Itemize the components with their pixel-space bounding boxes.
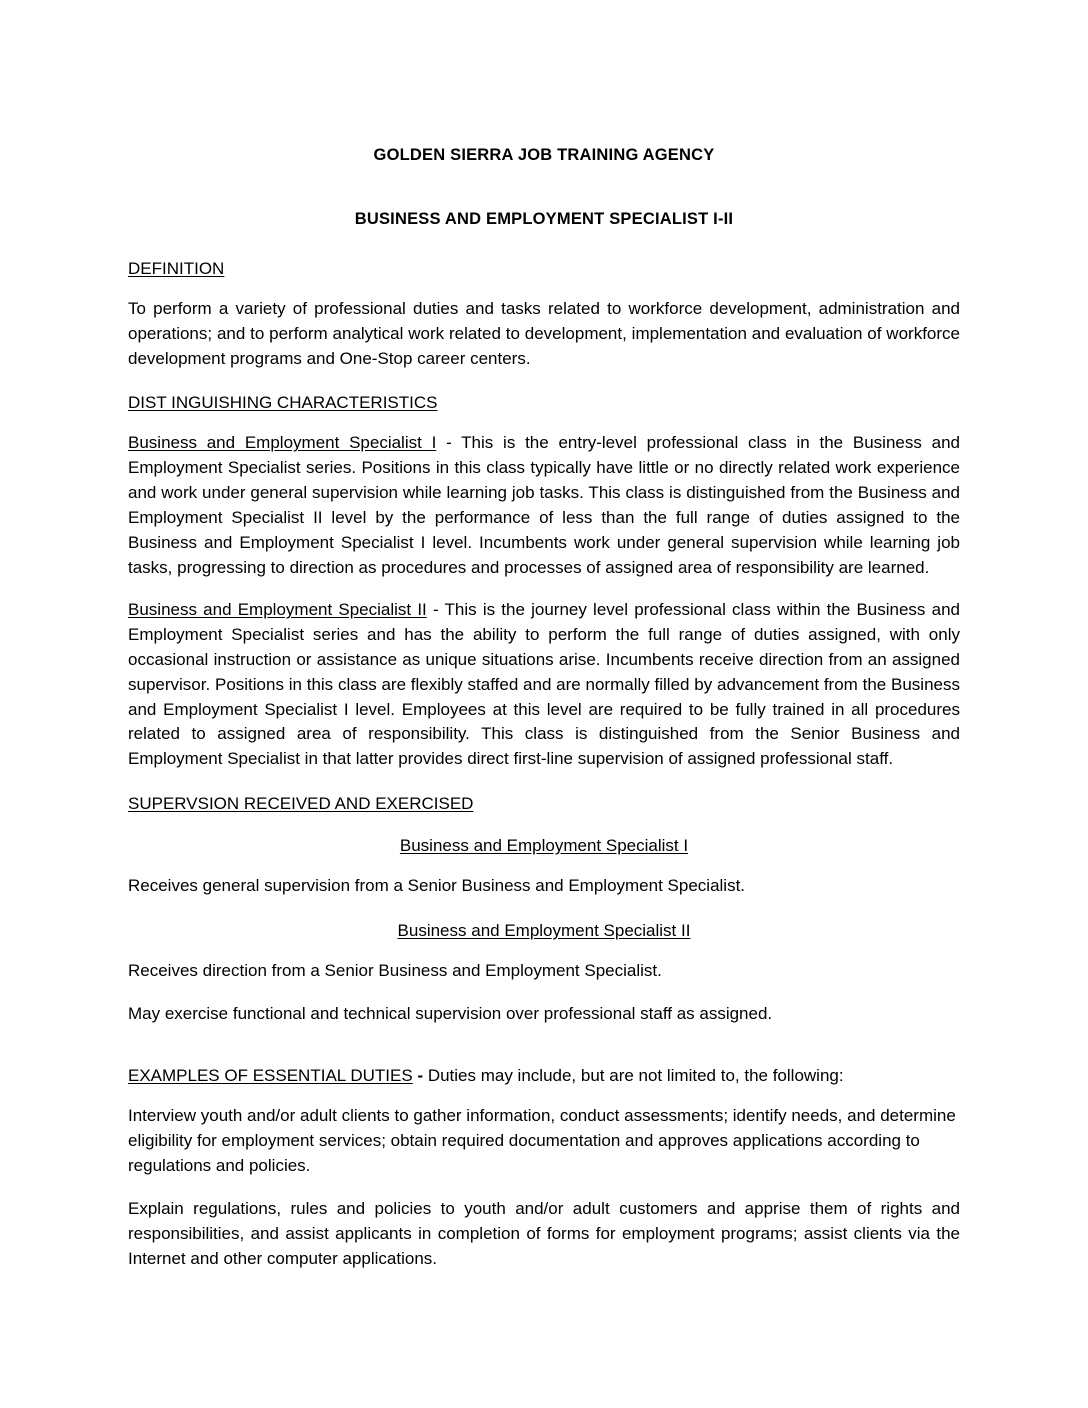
supervision-level-1-heading <box>128 814 960 856</box>
distinguishing-heading-text: DIST INGUISHING CHARACTERISTICS <box>128 393 438 413</box>
definition-heading-text: DEFINITION <box>128 259 225 278</box>
duties-heading-dash: - <box>417 1066 424 1086</box>
supervision-level-1-body: Receives general supervision from a Senior Business and Employment Specialist. <box>128 876 746 895</box>
agency-title: GOLDEN SIERRA JOB TRAINING AGENCY <box>373 146 715 164</box>
section-heading-supervision <box>128 772 960 814</box>
duty-item-2: Explain regulations, rules and policies to youth and/or adult customers and apprise them of rights and responsibilities, and assist applicants in completion of forms for employment programs; assist clients via the Internet and other computer applications. <box>128 1198 960 1268</box>
duty-item-1: Interview youth and/or adult clients to gather information, conduct assessments; identify needs, and determine eligibility for employment services; obtain required documentation and approves applications according to regulations and policies. <box>128 1106 956 1176</box>
supervision-level-2-heading <box>128 899 960 941</box>
supervision-level-1-heading-text: Business and Employment Specialist I <box>399 836 689 855</box>
duties-heading-text: EXAMPLES OF ESSENTIAL DUTIES <box>128 1066 413 1086</box>
specialist-2-body-text: - This is the journey level professional class within the Business and Employment Specialist series and has the ability to perform the full range of duties assigned, with only occasional instruction or assistance as unique situations arise. Incumbents receive direction from an assigned supervisor. Positions in this class are flexibly staffed and are normally filled by advancement from the Business and Employment Specialist I level. Employees at this level are required to be fully trained in all procedures related to assigned area of responsibility. This class is distinguished from the Senior Business and Employment Specialist in that latter provides direct first-line supervision of assigned professional staff. <box>128 600 960 769</box>
position-title: BUSINESS AND EMPLOYMENT SPECIALIST I-II <box>354 210 734 228</box>
specialist-2-lead-in: Business and Employment Specialist II <box>128 600 427 620</box>
duties-heading-suffix: Duties may include, but are not limited to, the following: <box>427 1066 844 1086</box>
supervision-level-2-heading-text: Business and Employment Specialist II <box>397 920 691 940</box>
supervision-heading-text: SUPERVSION RECEIVED AND EXERCISED <box>128 794 474 813</box>
section-heading-duties <box>128 1026 960 1086</box>
section-heading-definition <box>128 229 960 279</box>
supervision-level-2-body-1: Receives direction from a Senior Business and Employment Specialist. <box>128 960 662 980</box>
specialist-1-paragraph <box>128 413 960 580</box>
specialist-1-body-text: - This is the entry-level professional class in the Business and Employment Specialist series. Positions in this class typically have little or no directly related work experience and work under general supervision while learning job tasks. This class is distinguished from the Business and Employment Specialist II level by the performance of less than the full range of duties assigned to the Business and Employment Specialist I level. Incumbents work under general supervision while learning job tasks, progressing to direction as procedures and processes of assigned area of responsibility are learned. <box>128 433 960 577</box>
supervision-level-2-body-2: May exercise functional and technical supervision over professional staff as assigned. <box>128 1003 773 1023</box>
definition-body: To perform a variety of professional duties and tasks related to workforce development, administration and operations; and to perform analytical work related to development, implementation and evaluation of workforce development programs and One-Stop career centers. <box>128 299 960 368</box>
section-heading-distinguishing <box>128 371 960 413</box>
specialist-2-paragraph <box>128 580 960 772</box>
specialist-1-lead-in: Business and Employment Specialist I <box>128 433 437 453</box>
